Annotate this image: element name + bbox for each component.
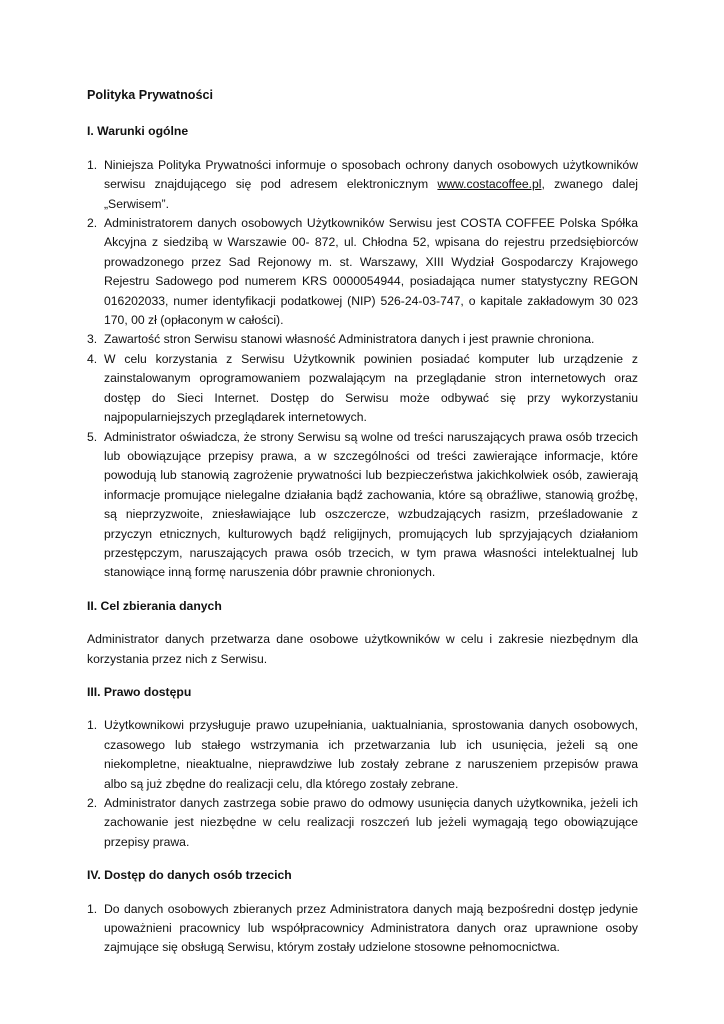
list-item-text: Zawartość stron Serwisu stanowi własność Administratora danych i jest prawnie chroniona. — [104, 332, 595, 347]
list-item — [87, 214, 638, 330]
document-title: Polityka Prywatności — [87, 88, 213, 102]
website-link[interactable]: www.costacoffee.pl — [437, 177, 542, 192]
list-item-text: Administratorem danych osobowych Użytkowników Serwisu jest COSTA COFFEE Polska Spółka Akcyjna z siedzibą w Warszawie 00- 872, ul. Chłodna 52, wpisana do rejestru przedsiębiorców prowadzonego przez Sad Rejonowy m. st. Warszawy, XIII Wydział Gospodarczy Krajowego Rejestru Sadowego pod numerem KRS 0000054944, posiadająca numer statystyczny REGON 016202033, numer identyfikacji podatkowej (NIP) 526-24-03-747, o kapitale zakładowym 30 023 170, 00 zł (opłaconym w całości). — [104, 216, 638, 328]
list-item-text: Administrator danych zastrzega sobie prawo do odmowy usunięcia danych użytkownika, jeżeli ich zachowanie jest niezbędne w celu realizacji roszczeń lub jeżeli wymagają tego obowiązujące przepisy prawa. — [104, 796, 638, 849]
general-terms-list — [87, 156, 638, 583]
list-item-number: 1. — [87, 901, 98, 916]
list-item-text: Niniejsza Polityka Prywatności informuje o sposobach ochrony danych osobowych użytkowników serwisu znajdującego się pod adresem elektronicznym — [104, 157, 638, 192]
list-item — [87, 350, 638, 428]
list-item — [87, 156, 638, 214]
list-item — [87, 900, 638, 958]
list-item-number: 2. — [87, 796, 98, 810]
list-item — [87, 330, 638, 349]
list-item-number: 1. — [87, 157, 98, 172]
section-heading-general-terms: I. Warunki ogólne — [87, 124, 189, 139]
list-item — [87, 716, 638, 794]
section-heading-access-rights: III. Prawo dostępu — [87, 684, 192, 699]
list-item-number: 2. — [87, 216, 98, 231]
list-item-number: 4. — [87, 351, 98, 366]
list-item-number: 3. — [87, 332, 98, 347]
list-item — [87, 794, 638, 852]
list-item — [87, 428, 638, 583]
list-item-number: 5. — [87, 429, 98, 444]
list-item-text: Administrator oświadcza, że strony Serwisu są wolne od treści naruszających prawa osób trzecich lub obowiązujące przepisy prawa, a w szczególności od treści zawierające informacje, które powodują lub stanowią zagrożenie prywatności lub bezpieczeństwa jakichkolwiek osób, zawierają informacje promujące nielegalne działania bądź zachowania, które są obraźliwe, stanowią groźbę, są nieprzyzwoite, zniesławiające lub oszczercze, wzbudzających rasizm, prześladowanie z przyczyn etnicznych, kulturowych bądź religijnych, promujących lub sprzyjających działaniom przestępczym, naruszających prawa osób trzecich, w tym prawa własności intelektualnej lub stanowiące inną formę naruszenia dóbr prawnie chronionych. — [104, 429, 638, 580]
access-rights-list — [87, 716, 638, 852]
section-heading-data-purpose: II. Cel zbierania danych — [87, 598, 222, 613]
list-item-text: Użytkownikowi przysługuje prawo uzupełniania, uaktualniania, sprostowania danych osobowych, czasowego lub stałego wstrzymania ich przetwarzania lub ich usunięcia, jeżeli są one niekompletne, nieaktualne, nieprawdziwe lub zostały zebrane z naruszeniem przepisów prawa albo są już zbędne do realizacji celu, dla którego zostały zebrane. — [104, 718, 638, 791]
list-item-number: 1. — [87, 718, 98, 733]
list-item-text: W celu korzystania z Serwisu Użytkownik powinien posiadać komputer lub urządzenie z zainstalowanym oprogramowaniem pozwalającym na przeglądanie stron internetowych oraz dostęp do Sieci Internet. Dostęp do Serwisu może odbywać się przy wykorzystaniu najpopularniejszych przeglądarek internetowych. — [104, 351, 638, 425]
document-page — [87, 86, 638, 972]
section-heading-third-party-access: IV. Dostęp do danych osób trzecich — [87, 868, 292, 883]
third-party-access-list — [87, 900, 638, 958]
list-item-text: Do danych osobowych zbieranych przez Administratora danych mają bezpośredni dostęp jedynie upoważnieni pracownicy lub współpracownicy Administratora danych oraz uprawnione osoby zajmujące się obsługą Serwisu, którym zostały udzielone stosowne pełnomocnictwa. — [104, 901, 638, 955]
list-item-text-end: , zwanego dalej „Serwisem”. — [104, 177, 638, 211]
data-purpose-paragraph: Administrator danych przetwarza dane osobowe użytkowników w celu i zakresie niezbędnym dla korzystania przez nich z Serwisu. — [87, 632, 638, 666]
